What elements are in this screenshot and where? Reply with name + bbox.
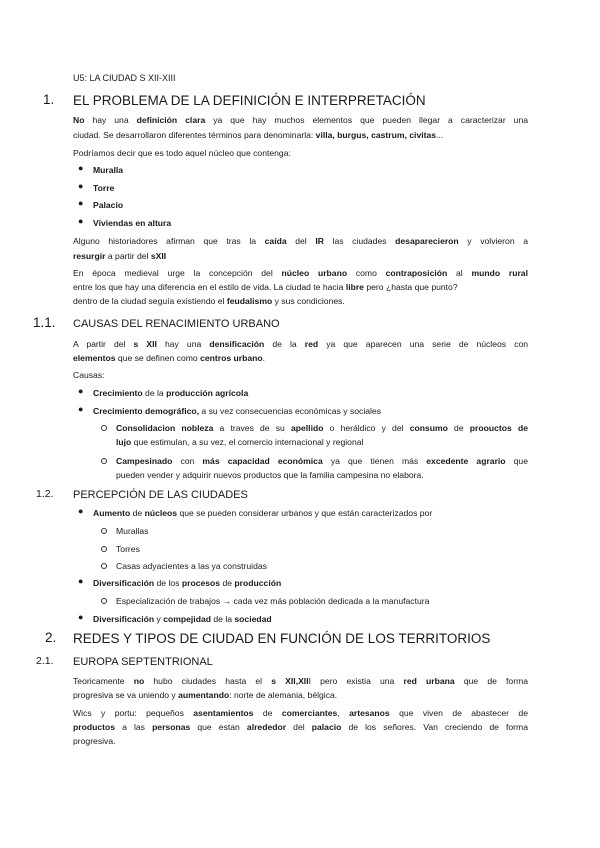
text-run: s XII (133, 339, 157, 349)
list-item-line (116, 454, 528, 468)
circle-bullet-icon (101, 528, 107, 534)
text-run: personas (152, 722, 191, 732)
text-run: desaparecieron (395, 236, 459, 246)
text-run: Wics y portu: pequeños (73, 708, 194, 718)
paragraph-line (73, 706, 528, 720)
text-run: ya que hay muchos elementos que pueden llegar a caracterizar una (205, 115, 529, 125)
text-run: progresiva se va uniendo y (73, 690, 179, 700)
text-run: procesos (181, 578, 221, 588)
text-run: de los señores. Van creciendo de forma (341, 722, 528, 732)
text-run: contraposición (385, 268, 448, 278)
text-run: producción agrícola (166, 388, 249, 398)
text-run: que estan (190, 722, 247, 732)
paragraph-line (73, 249, 166, 263)
paragraph-line (73, 280, 458, 294)
text-run: no (133, 676, 145, 686)
text-run: con (172, 456, 203, 466)
text-run: de (130, 508, 145, 518)
bullet-icon: ● (78, 506, 84, 516)
text-run: de (253, 708, 282, 718)
text-run: que estimulan, a su vez, el comercio internacional y regional (131, 437, 364, 447)
list-item: Torres (116, 544, 140, 554)
text-run: como (347, 268, 386, 278)
bullet-icon: ● (78, 404, 84, 414)
paragraph-line (73, 113, 528, 127)
paragraph-line (73, 266, 528, 280)
text-run: : norte de alemania, bélgica. (229, 690, 338, 700)
text-run: Consolidacion nobleza (116, 423, 214, 433)
text-run: palacio (311, 722, 342, 732)
text-run: No (73, 115, 85, 125)
paragraph-line (73, 351, 265, 365)
text-run: villa, burgus, castrum, civitas (315, 130, 437, 140)
text-run: IR (315, 236, 324, 246)
list-item-line (116, 421, 528, 435)
text-run: A partir del (73, 339, 134, 349)
text-run: libre (345, 282, 364, 292)
text-run: Campesinado (116, 456, 173, 466)
text-run: pueden vender y adquirir nuevos productos que la familia campesina no elabora. (116, 470, 424, 480)
list-item (93, 612, 272, 626)
text-run: y sus condiciones. (272, 296, 345, 306)
text-run: pero ¿hasta que punto? (363, 282, 458, 292)
section-number: 1.2. (36, 488, 54, 500)
text-run: del (286, 722, 312, 732)
text-run: red (304, 339, 319, 349)
text-run: ya que aparecen una serie de núcleos con (318, 339, 529, 349)
text-run: a su vez consecuencias económicas y sociales (199, 406, 382, 416)
bullet-icon: ● (78, 163, 84, 173)
text-run: Diversificación (93, 578, 155, 588)
text-run: de (220, 578, 235, 588)
text-run: de la (264, 339, 305, 349)
circle-bullet-icon (101, 458, 107, 464)
text-run: excedente agrario (426, 456, 506, 466)
list-item: Muralla (93, 165, 124, 175)
text-run: a traves de su (213, 423, 291, 433)
text-run: Teoricamente (73, 676, 134, 686)
text-run: elementos (73, 353, 116, 363)
text-run: hay una (156, 339, 210, 349)
list-item (93, 404, 381, 418)
text-run: hubo ciudades hasta el (144, 676, 272, 686)
paragraph-line (73, 128, 443, 142)
list-item (93, 576, 281, 590)
paragraph-line (73, 674, 528, 688)
section-title: CAUSAS DEL RENACIMIENTO URBANO (73, 318, 280, 330)
list-item: Murallas (116, 526, 149, 536)
text-run: y volvieron a (458, 236, 528, 246)
text-run: definición clara (136, 115, 206, 125)
text-run: I pero existia una (308, 676, 404, 686)
text-run: que viven de abastecer de (389, 708, 528, 718)
text-run: proouctos de (469, 423, 528, 433)
text-run: lujo (116, 437, 132, 447)
list-item: Especialización de trabajos → cada vez más población dedicada a la manufactura (116, 596, 430, 606)
paragraph-line (73, 720, 528, 734)
text-run: artesanos (349, 708, 390, 718)
text-run: Diversificación (93, 614, 155, 624)
bullet-icon: ● (78, 386, 84, 396)
text-run: a las (115, 722, 153, 732)
paragraph-line (73, 294, 345, 308)
text-run: En época medieval urge la concepción del (73, 268, 282, 278)
text-run: producción (234, 578, 282, 588)
text-run: sociedad (234, 614, 272, 624)
text-run: Aumento (93, 508, 131, 518)
text-run: densificación (209, 339, 265, 349)
list-item (93, 386, 248, 400)
paragraph: Causas: (73, 370, 105, 380)
text-run: progresiva. (73, 736, 116, 746)
bullet-icon: ● (78, 198, 84, 208)
text-run: caída (264, 236, 287, 246)
text-run: de (447, 423, 470, 433)
circle-bullet-icon (101, 425, 107, 431)
bullet-icon: ● (78, 576, 84, 586)
text-run: resurgir (73, 251, 106, 261)
text-run: de los (154, 578, 182, 588)
text-run: a partir del (105, 251, 151, 261)
bullet-icon: ● (78, 216, 84, 226)
section-number: 1.1. (33, 315, 56, 330)
text-run: asentamientos (193, 708, 254, 718)
text-run: compejidad (163, 614, 211, 624)
text-run: de la (142, 388, 167, 398)
text-run: núcleo urbano (281, 268, 348, 278)
text-run: alrededor (246, 722, 287, 732)
text-run: Alguno historiadores afirman que tras la (73, 236, 265, 246)
list-item: Palacio (93, 200, 124, 210)
text-run: hay una (84, 115, 137, 125)
bullet-icon: ● (78, 181, 84, 191)
paragraph-line (73, 337, 528, 351)
text-run: que se definen como (115, 353, 201, 363)
text-run: mundo rural (471, 268, 528, 278)
section-number: 2.1. (36, 655, 54, 667)
circle-bullet-icon (101, 598, 107, 604)
paragraph-line (73, 688, 337, 702)
text-run: red urbana (403, 676, 455, 686)
section-title: PERCEPCIÓN DE LAS CIUDADES (73, 489, 248, 501)
paragraph-line (73, 234, 528, 248)
section-title: EL PROBLEMA DE LA DEFINICIÓN E INTERPRETACIÓN (73, 93, 426, 108)
text-run: entre los que hay una diferencia en el estilo de vida. La ciudad te hacia (73, 282, 346, 292)
text-run: aumentando (178, 690, 230, 700)
text-run: más capacidad económica (202, 456, 323, 466)
text-run: . (262, 353, 266, 363)
section-number: 2. (45, 630, 57, 645)
paragraph: Podríamos decir que es todo aquel núcleo que contenga: (73, 148, 291, 158)
list-item-line (116, 468, 424, 482)
text-run: feudalismo (226, 296, 273, 306)
text-run: ya que tienen más (322, 456, 427, 466)
text-run: centros urbano (200, 353, 263, 363)
text-run: al (447, 268, 472, 278)
section-title: EUROPA SEPTENTRIONAL (73, 656, 213, 668)
section-title: REDES Y TIPOS DE CIUDAD EN FUNCIÓN DE LOS TERRITORIOS (73, 631, 491, 646)
text-run: ... (436, 130, 444, 140)
text-run: apellido (290, 423, 324, 433)
paragraph-line (73, 734, 116, 748)
text-run: dentro de la ciudad seguía existiendo el (73, 296, 227, 306)
bullet-icon: ● (78, 612, 84, 622)
document-header: U5: LA CIUDAD S XII-XIII (73, 73, 176, 83)
circle-bullet-icon (101, 546, 107, 552)
text-run: productos (73, 722, 116, 732)
list-item: Torre (93, 183, 115, 193)
list-item (93, 506, 432, 520)
text-run: sXII (150, 251, 167, 261)
text-run: consumo (409, 423, 448, 433)
text-run: de la (210, 614, 235, 624)
text-run: que (505, 456, 528, 466)
circle-bullet-icon (101, 563, 107, 569)
text-run: comerciantes (281, 708, 338, 718)
text-run: que se pueden considerar urbanos y que están caracterizados por (177, 508, 433, 518)
list-item: Viviendas en altura (93, 218, 172, 228)
text-run: ciudad. Se desarrollaron diferentes términos para denominarla: (73, 130, 316, 140)
text-run: , (337, 708, 350, 718)
text-run: y (154, 614, 164, 624)
text-run: núcleos (144, 508, 178, 518)
text-run: Crecimiento demográfico, (93, 406, 200, 416)
text-run: que de forma (454, 676, 529, 686)
text-run: Crecimiento (93, 388, 143, 398)
text-run: o heráldico y del (323, 423, 410, 433)
section-number: 1. (43, 92, 55, 107)
list-item: Casas adyacientes a las ya construidas (116, 561, 267, 571)
text-run: las ciudades (323, 236, 396, 246)
list-item-line (116, 435, 363, 449)
text-run: del (286, 236, 316, 246)
text-run: s XII,XII (271, 676, 309, 686)
